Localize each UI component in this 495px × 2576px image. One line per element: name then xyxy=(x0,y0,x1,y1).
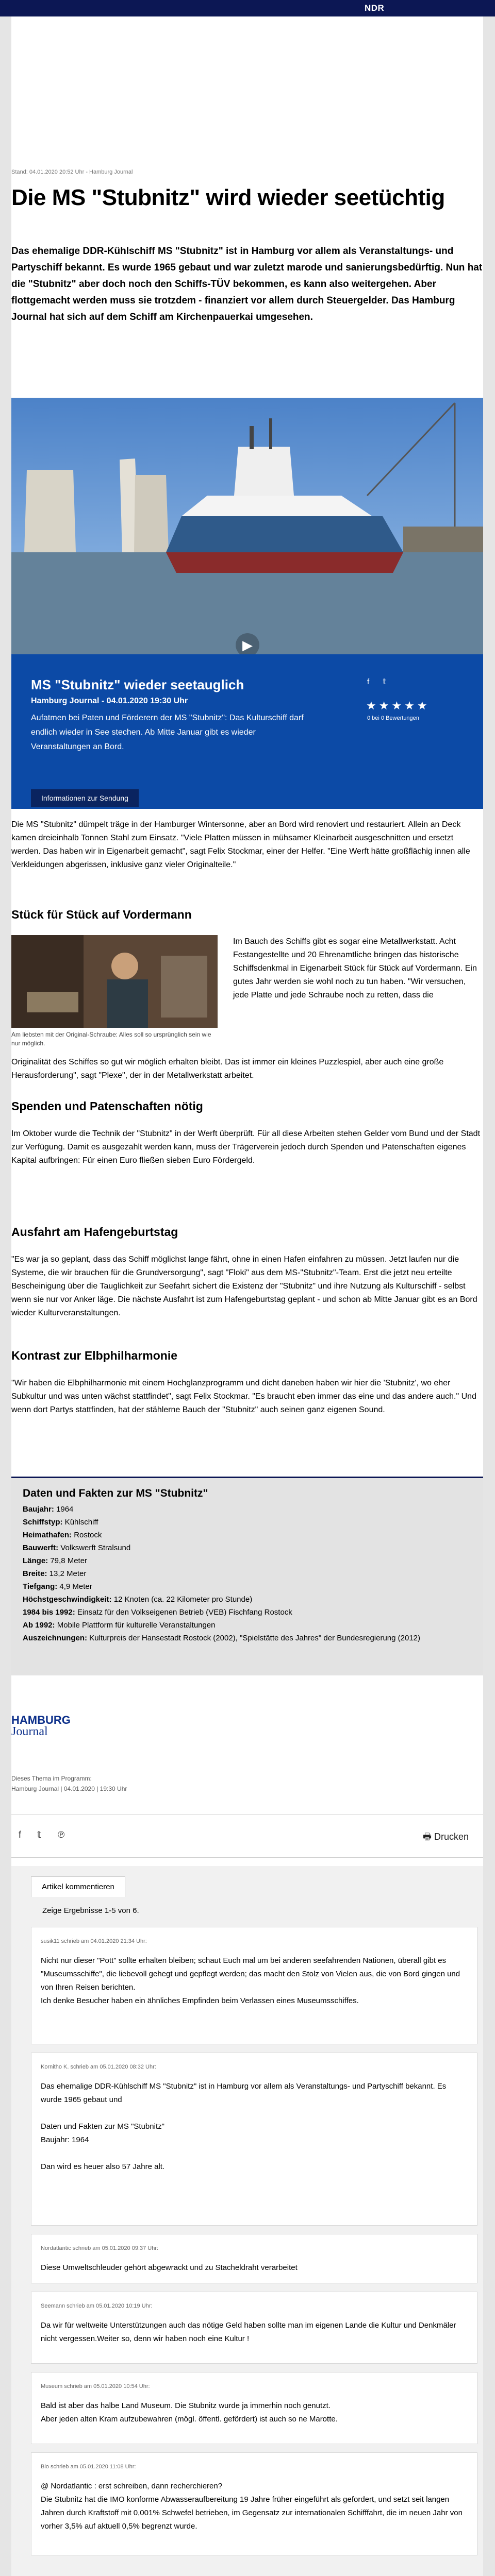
comment-article-tab[interactable]: Artikel kommentieren xyxy=(31,1876,125,1897)
subheading: Spenden und Patenschaften nötig xyxy=(11,1099,203,1113)
comment-text: Bald ist aber das halbe Land Museum. Die Stubnitz wurde ja immerhin noch genutzt. Aber jeden alten Kram aufzubewahren (mögl. öffentl. gefördert) ist auch so ne Marotte. xyxy=(41,2401,338,2424)
site-header xyxy=(0,0,495,16)
fact-item: Heimathafen: Rostock xyxy=(23,1531,102,1539)
infobox-title: MS "Stubnitz" wieder seetauglich xyxy=(31,677,244,692)
fact-item: Baujahr: 1964 xyxy=(23,1505,74,1514)
fact-item: Ab 1992: Mobile Plattform für kulturelle Veranstaltungen xyxy=(23,1621,216,1630)
comment xyxy=(31,1927,477,2044)
rating-stars[interactable]: ★★★★★ xyxy=(366,699,430,712)
page-title: Die MS "Stubnitz" wird wieder seetüchtig xyxy=(11,185,445,210)
paragraph: Im Bauch des Schiffs gibt es sogar eine Metallwerkstatt. Acht Festangestellte und 20 Ehrenamtliche bringen das historische Schiffsdenkmal in Eigenarbeit Stück für Stück auf Vordermann. Ein gutes Jahr werden sie wohl noch zu tun haben. "Wir versuchen, jede Platte und jede Schraube noch zu retten, dass die xyxy=(233,937,477,999)
comment-text: Da wir für weltweite Unterstützungen auch das nötige Geld haben sollte man im eigenen Lande die Kultur und Denkmäler nicht vergessen.Weiter so, denn wir haben noch eine Kultur ! xyxy=(41,2321,456,2343)
comment xyxy=(31,2452,477,2555)
comment-text: Das ehemalige DDR-Kühlschiff MS "Stubnitz" ist in Hamburg vor allem als Veranstaltungs- und Partyschiff bekannt. Es wurde 1965 gebaut und Daten und Fakten zur MS "Stubnitz" Baujahr: 1964 Dan wird es heuer also 57 Jahre alt. xyxy=(41,2082,447,2171)
comment xyxy=(31,2292,477,2364)
paragraph: Originalität des Schiffes so gut wir möglich erhalten bleibt. Das ist immer ein kleines Puzzlespiel, aber auch eine große Herausforderung", sagt "Plexe", der in der Metallwerkstatt arbeitet. xyxy=(11,1058,444,1080)
comments-count: Zeige Ergebnisse 1-5 von 6. xyxy=(42,1906,139,1915)
share-bar xyxy=(11,1815,483,1858)
facts-box xyxy=(11,1477,483,1675)
subheading: Ausfahrt am Hafengeburtstag xyxy=(11,1225,178,1239)
facebook-icon[interactable]: f xyxy=(19,1829,22,1840)
program-date[interactable]: Hamburg Journal | 04.01.2020 | 19:30 Uhr xyxy=(11,1785,127,1792)
subheading: Stück für Stück auf Vordermann xyxy=(11,908,192,921)
ship-photo xyxy=(11,398,483,654)
comment-meta: susik11 schrieb am 04.01.2020 21:34 Uhr: xyxy=(41,1938,147,1944)
fact-item: Schiffstyp: Kühlschiff xyxy=(23,1518,98,1527)
paragraph: Im Oktober wurde die Technik der "Stubnitz" in der Werft überprüft. Für all diese Arbeiten stehen Gelder vom Bund und der Stadt zur Verfügung. Damit es ausgezahlt werden kann, muss der Trägerverein jedoch durch Spenden und Patenschaften eigenes Kapital aufbringen: Für einen Euro fließen sieben Euro Fördergeld. xyxy=(11,1129,481,1165)
program-info xyxy=(11,1773,127,1794)
rating-count: 0 bei 0 Bewertungen xyxy=(367,715,419,721)
page xyxy=(0,16,495,2576)
play-icon[interactable]: ▶ xyxy=(236,633,259,654)
twitter-icon[interactable]: 𝕥 xyxy=(383,677,387,686)
printer-icon: 🖶 xyxy=(422,1832,432,1842)
twitter-icon[interactable]: 𝕥 xyxy=(37,1829,42,1840)
fact-item: Tiefgang: 4,9 Meter xyxy=(23,1582,92,1591)
comment-meta: Bio schrieb am 05.01.2020 11:08 Uhr: xyxy=(41,2464,136,2470)
comment-meta: Museum schrieb am 05.01.2020 10:54 Uhr: xyxy=(41,2383,150,2389)
fact-item: Höchstgeschwindigkeit: 12 Knoten (ca. 22 Kilometer pro Stunde) xyxy=(23,1595,253,1604)
print-label: Drucken xyxy=(434,1832,469,1842)
fact-item: 1984 bis 1992: Einsatz für den Volkseigenen Betrieb (VEB) Fischfang Rostock xyxy=(23,1608,292,1617)
comments-section xyxy=(11,1866,483,2576)
comment xyxy=(31,2053,477,2226)
paragraph: "Wir haben die Elbphilharmonie mit einem Hochglanzprogramm und dicht daneben haben wir hier die 'Stubnitz', wo eher Subkultur und was unten wächst stattfindet", sagt Felix Stockmar. "Es braucht eben immer das eine und das andere auch." Und wenn dort Partys stattfinden, hat der stählerne Bauch der "Stubnitz" auch seinen ganz eigenen Sound. xyxy=(11,1379,476,1414)
fact-item: Breite: 13,2 Meter xyxy=(23,1569,87,1578)
article xyxy=(11,16,483,1866)
video-player[interactable] xyxy=(11,398,483,654)
paragraph: Die MS "Stubnitz" dümpelt träge in der Hamburger Wintersonne, aber an Bord wird renoviert und restauriert. Allein an Deck kamen dreieinhalb Tonnen Stahl zum Einsatz. "Viele Platten müssen in mühsamer Kleinarbeit ausgeschnitten und ersetzt werden. Das haben wir in Eigenarbeit gemacht", sagt Felix Stockmar, einer der Helfer. "Eine Werft hätte großflächig innen alle Verkleidungen abgerissen, inklusive ganz vieler Originalteile." xyxy=(11,820,470,869)
print-button[interactable] xyxy=(423,1831,469,1846)
sendung-info-button[interactable]: Informationen zur Sendung xyxy=(31,789,139,807)
subheading: Kontrast zur Elbphilharmonie xyxy=(11,1349,178,1362)
infobox-share xyxy=(367,677,398,686)
comment-meta: Nordatlantic schrieb am 05.01.2020 09:37 Uhr: xyxy=(41,2245,159,2251)
fact-item: Bauwerft: Volkswerft Stralsund xyxy=(23,1544,131,1552)
facts-title: Daten und Fakten zur MS "Stubnitz" xyxy=(23,1487,208,1499)
comment-meta: Kornitho K. schrieb am 05.01.2020 08:32 Uhr: xyxy=(41,2064,156,2070)
paragraph: "Es war ja so geplant, dass das Schiff möglichst lange fährt, ohne in einen Hafen einfahren zu müssen. Jetzt laufen nur die Systeme, die wir brauchen für die Grundversorgung", sagt "Floki" aus dem MS-"Stubnitz"-Team. Erst die jetzt neu erteilte Bescheinigung über die Tauglichkeit zur Seefahrt sichert die Existenz der "Stubnitz" und ihre Nutzung als Kulturschiff - selbst wenn sie nur vor Anker läge. Die nächste Ausfahrt ist zum Hafengeburtstag geplant - und schon ab Mitte Januar gibt es an Bord wieder Kulturveranstaltungen. xyxy=(11,1255,477,1317)
comment-text: @ Nordatlantic : erst schreiben, dann recherchieren? Die Stubnitz hat die IMO konforme Abwasseraufbereitung 19 Jahre früher eingeführt als gefordert, und setzt seit langen Jahren durch Kraftstoff mit 0,001% Schwefel betrieben, im Gegensatz zur internationalen Schifffahrt, die im neuen Jahr von vorher 3,5% auf aktuell 0,5% begrenzt wurde. xyxy=(41,2482,463,2531)
logo-line1: HAMBURG xyxy=(11,1714,71,1726)
fact-item: Auszeichnungen: Kulturpreis der Hansestadt Rostock (2002), "Spielstätte des Jahres" der Bundesregierung (2012) xyxy=(23,1634,421,1642)
workshop-photo[interactable] xyxy=(11,935,218,1028)
article-lead: Das ehemalige DDR-Kühlschiff MS "Stubnitz" ist in Hamburg vor allem als Veranstaltungs- und Partyschiff bekannt. Es wurde 1965 gebaut und war zuletzt marode und sanierungsbedürftig. Nun hat die "Stubnitz" aber doch noch den Schiffs-TÜV bekommen, es kann also weitergehen. Aber flottgemacht werden muss sie trotzdem - finanziert vor allem durch Steuergelder. Das Hamburg Journal hat sich auf dem Schiff am Kirchenpauerkai umgesehen. xyxy=(11,246,483,323)
program-label: Dieses Thema im Programm: xyxy=(11,1775,92,1782)
fact-item: Länge: 79,8 Meter xyxy=(23,1556,88,1565)
comment-text: Nicht nur dieser "Pott" sollte erhalten bleiben; schaut Euch mal um bei anderen seefahrenden Nationen, überall gibt es "Museumsschiffe", die liebevoll gehegt und gepflegt werden; das macht den Stolz von Vielen aus, die von Bord gingen und von Ihren Reisen berichten. Ich denke Besucher haben ein ähnliches Empfinden beim Verlassen eines Museumsschiffes. xyxy=(41,1956,460,2005)
image-caption: Am liebsten mit der Original-Schraube: Alles soll so ursprünglich sein wie nur möglich. xyxy=(11,1031,211,1047)
ndr-logo[interactable]: NDR xyxy=(365,3,385,13)
comment-text: Diese Umweltschleuder gehört abgewrackt und zu Stacheldraht verarbeitet xyxy=(41,2263,298,2272)
pinterest-icon[interactable]: ℗ xyxy=(58,1829,65,1840)
comment xyxy=(31,2372,477,2444)
hamburg-journal-logo[interactable] xyxy=(11,1715,71,1737)
video-infobox xyxy=(11,654,483,809)
logo-line2: Journal xyxy=(11,1725,48,1738)
article-date: Stand: 04.01.2020 20:52 Uhr - Hamburg Journal xyxy=(11,169,133,175)
facebook-icon[interactable]: f xyxy=(367,677,370,686)
infobox-text: Aufatmen bei Paten und Förderern der MS "Stubnitz": Das Kulturschiff darf endlich wieder in See stechen. Ab Mitte Januar gibt es wieder Veranstaltungen an Bord. xyxy=(31,714,304,751)
infobox-subtitle: Hamburg Journal - 04.01.2020 19:30 Uhr xyxy=(31,697,188,705)
comment xyxy=(31,2234,477,2283)
comment-meta: Seemann schrieb am 05.01.2020 10:19 Uhr: xyxy=(41,2303,153,2309)
